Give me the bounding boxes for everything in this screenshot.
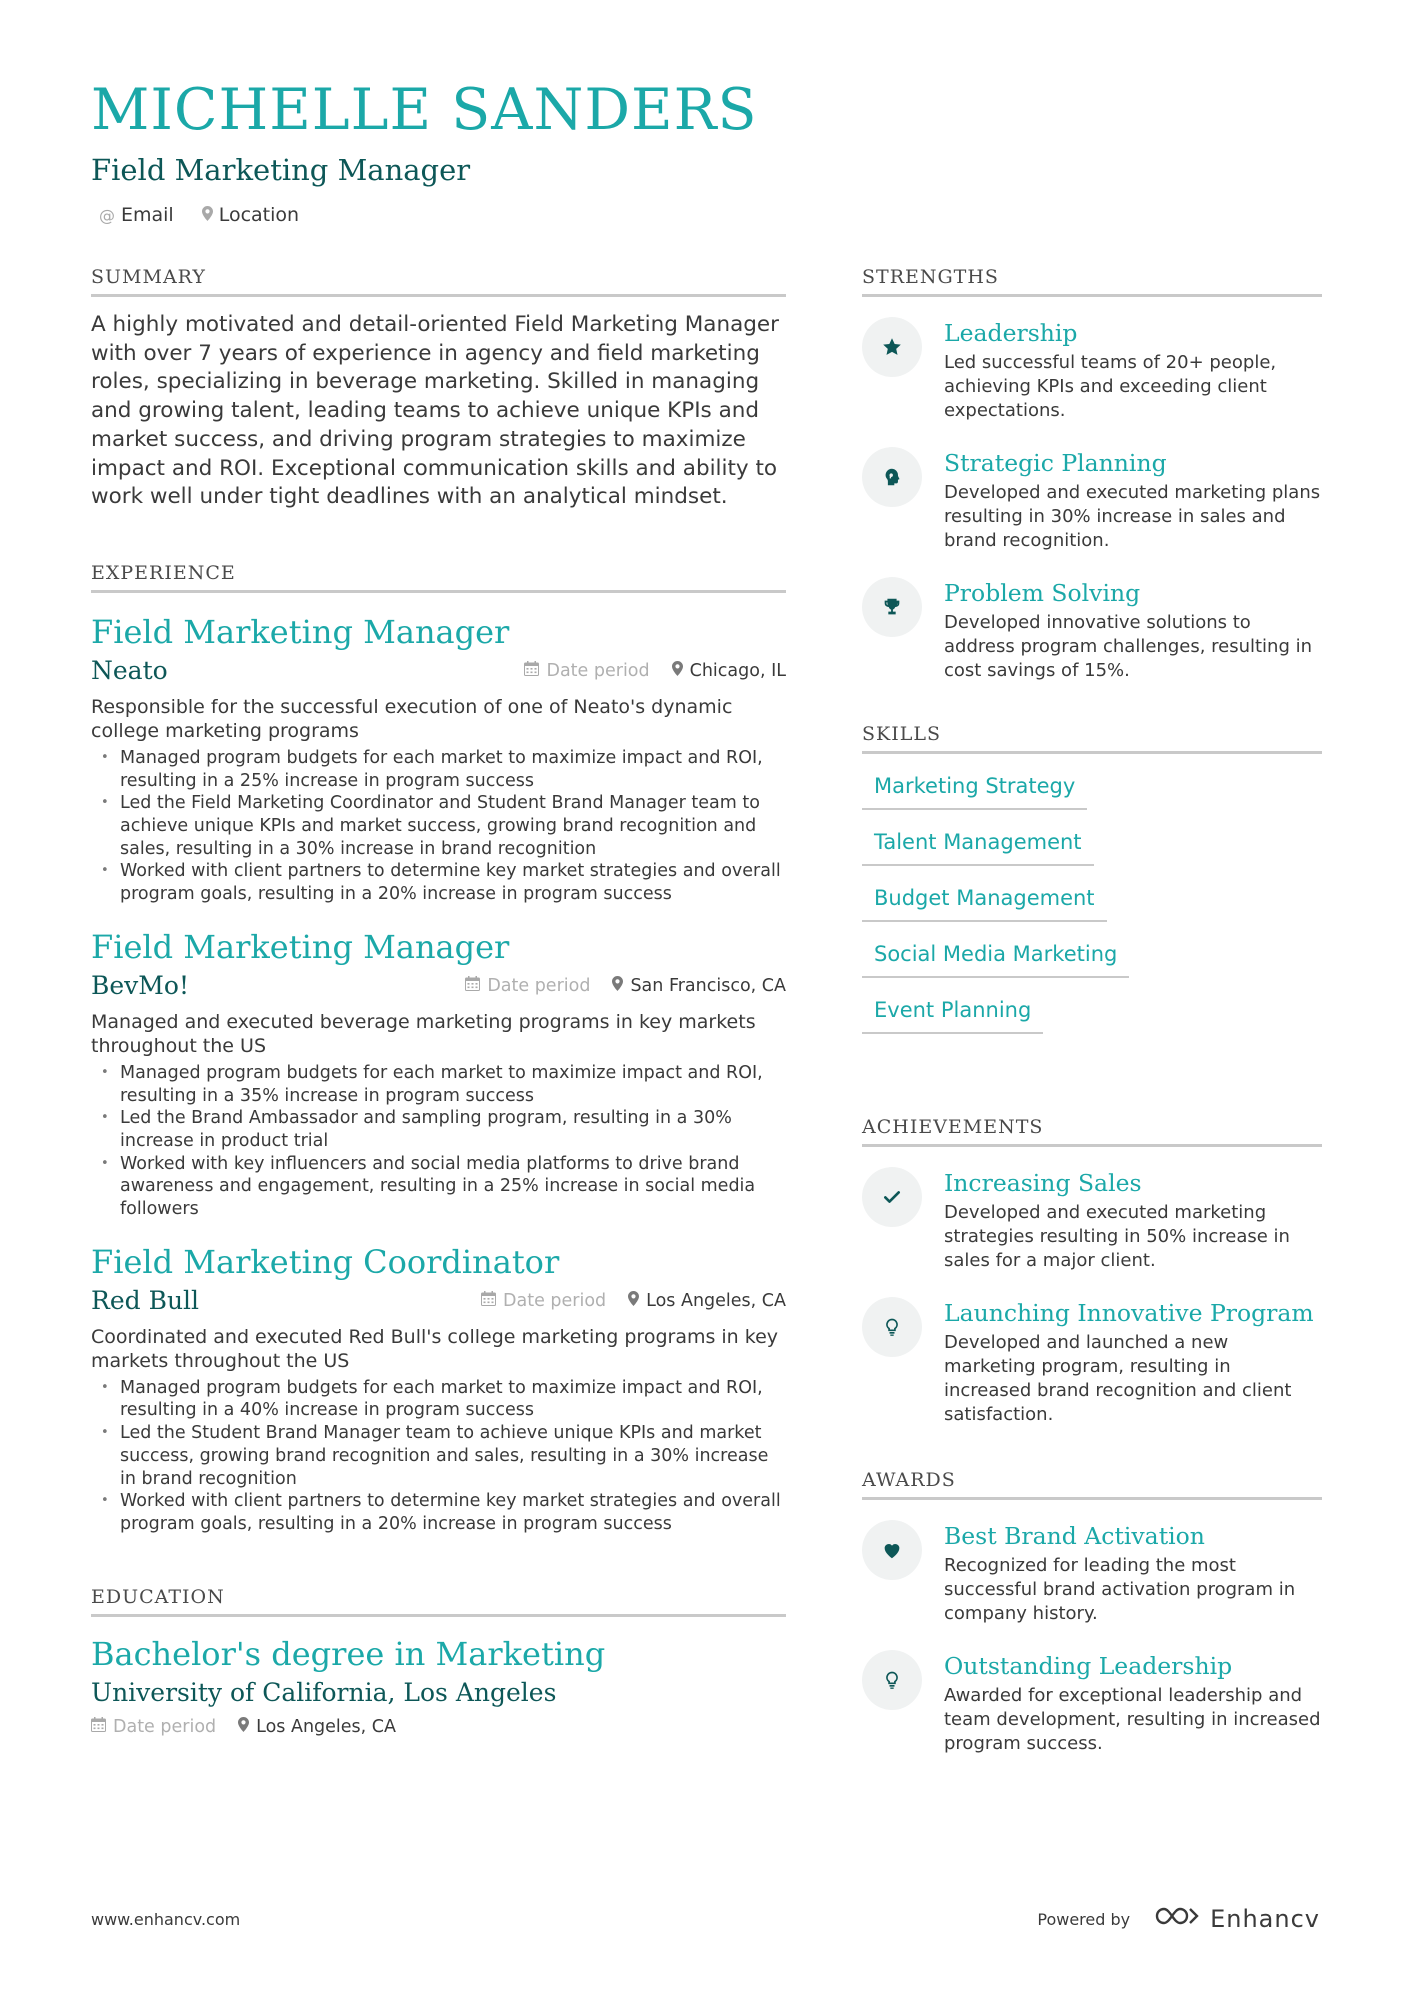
bullet-item: • Led the Student Brand Manager team to achieve unique KPIs and market success, growing brand recognition and sales, resulting in a 30% increase in brand recognition	[101, 1422, 786, 1490]
achievement-item	[862, 1297, 1322, 1427]
job-date	[481, 1291, 606, 1311]
skill-tag: Event Planning	[862, 990, 1043, 1034]
company-name: Red Bull	[91, 1285, 200, 1315]
powered-by-label: Powered by	[1037, 1909, 1131, 1929]
calendar-icon	[524, 661, 539, 680]
enhancv-logo-icon	[1154, 1904, 1200, 1934]
calendar-icon	[91, 1717, 106, 1736]
brain-icon	[862, 447, 922, 507]
job-title: Field Marketing Manager	[91, 927, 510, 966]
job-date-text: Date period	[546, 660, 650, 681]
bullet-item: • Worked with key influencers and social media platforms to drive brand awareness and engagement, resulting in a 25% increase in social media followers	[101, 1153, 786, 1221]
bullet-item: • Managed program budgets for each market to maximize impact and ROI, resulting in a 40% increase in program success	[101, 1377, 786, 1422]
summary-heading: SUMMARY	[91, 266, 786, 297]
candidate-name: MICHELLE SANDERS	[91, 77, 758, 143]
achievement-title: Increasing Sales	[944, 1169, 1142, 1197]
achievement-description: Developed and executed marketing strategies resulting in 50% increase in sales for a major client.	[944, 1202, 1290, 1271]
strength-item	[862, 317, 1322, 423]
candidate-title: Field Marketing Manager	[91, 153, 471, 187]
job-bullets	[91, 747, 786, 906]
trophy-icon	[862, 577, 922, 637]
education-location	[238, 1717, 396, 1737]
job-entry	[91, 926, 786, 1221]
job-description: Managed and executed beverage marketing programs in key markets throughout the US	[91, 1010, 756, 1057]
job-location	[612, 976, 786, 996]
award-item	[862, 1520, 1322, 1626]
company-name: BevMo!	[91, 970, 189, 1000]
summary-text: A highly motivated and detail-oriented Field Marketing Manager with over 7 years of experience in agency and field marketing roles, specializing in beverage marketing. Skilled in managing and growing talent, leading teams to achieve unique KPIs and market success, and driving program strategies to maximize impact and ROI. Exceptional communication skills and ability to work well under tight deadlines with an analytical mindset.	[91, 312, 779, 510]
strength-title: Strategic Planning	[944, 449, 1167, 477]
at-icon: @	[99, 205, 115, 225]
awards-heading: AWARDS	[862, 1469, 1322, 1500]
map-pin-icon	[202, 206, 213, 225]
left-column	[91, 266, 786, 1737]
bullet-item: • Led the Brand Ambassador and sampling program, resulting in a 30% increase in product trial	[101, 1107, 786, 1152]
achievements-section	[862, 1116, 1322, 1427]
right-column	[862, 266, 1322, 1780]
skills-section	[862, 723, 1322, 1046]
bullet-item: • Worked with client partners to determine key market strategies and overall program goals, resulting in a 20% increase in program success	[101, 860, 786, 905]
strength-description: Led successful teams of 20+ people, achieving KPIs and exceeding client expectations.	[944, 352, 1277, 421]
contact-email[interactable]	[99, 204, 174, 226]
awards-section	[862, 1469, 1322, 1756]
strength-item	[862, 577, 1322, 683]
company-name: Neato	[91, 655, 168, 685]
award-title: Outstanding Leadership	[944, 1652, 1233, 1680]
email-text: Email	[121, 204, 174, 226]
bullet-item: • Managed program budgets for each market to maximize impact and ROI, resulting in a 25% increase in program success	[101, 747, 786, 792]
job-description: Responsible for the successful execution of one of Neato's dynamic college marketing programs	[91, 695, 733, 742]
education-location-text: Los Angeles, CA	[256, 1716, 396, 1737]
job-location	[628, 1291, 786, 1311]
job-bullets	[91, 1062, 786, 1221]
education-date	[91, 1717, 216, 1737]
lightbulb-icon	[862, 1650, 922, 1710]
calendar-icon	[465, 976, 480, 995]
checkmark-icon	[862, 1167, 922, 1227]
job-entry	[91, 1241, 786, 1536]
strengths-section	[862, 266, 1322, 683]
strengths-heading: STRENGTHS	[862, 266, 1322, 297]
job-date	[524, 661, 649, 681]
bullet-item: • Managed program budgets for each market to maximize impact and ROI, resulting in a 35% increase in program success	[101, 1062, 786, 1107]
award-title: Best Brand Activation	[944, 1522, 1205, 1550]
job-location-text: Chicago, IL	[689, 660, 786, 681]
map-pin-icon	[612, 976, 623, 995]
lightbulb-icon	[862, 1297, 922, 1357]
bullet-item: • Worked with client partners to determine key market strategies and overall program goals, resulting in a 20% increase in program success	[101, 1490, 786, 1535]
skill-tag: Budget Management	[862, 878, 1107, 922]
job-location-text: San Francisco, CA	[630, 975, 786, 996]
map-pin-icon	[672, 661, 683, 680]
job-date-text: Date period	[503, 1290, 607, 1311]
school-name: University of California, Los Angeles	[91, 1677, 557, 1707]
job-date-text: Date period	[487, 975, 591, 996]
website-link[interactable]: www.enhancv.com	[91, 1909, 241, 1929]
powered-by	[1037, 1904, 1320, 1934]
page-footer	[91, 1904, 1320, 1934]
job-location-text: Los Angeles, CA	[646, 1290, 786, 1311]
skills-heading: SKILLS	[862, 723, 1322, 754]
skill-tag: Social Media Marketing	[862, 934, 1129, 978]
location-text: Location	[218, 204, 300, 226]
achievements-heading: ACHIEVEMENTS	[862, 1116, 1322, 1147]
achievement-title: Launching Innovative Program	[944, 1299, 1314, 1327]
skill-tag: Talent Management	[862, 822, 1094, 866]
degree-title: Bachelor's degree in Marketing	[91, 1634, 606, 1673]
heart-icon	[862, 1520, 922, 1580]
award-description: Recognized for leading the most successful brand activation program in company history.	[944, 1555, 1296, 1624]
contact-row	[91, 204, 1321, 226]
bullet-item: • Led the Field Marketing Coordinator and Student Brand Manager team to achieve unique KPIs and market success, growing brand recognition and sales, resulting in a 30% increase in brand recognition	[101, 792, 786, 860]
resume-header	[91, 70, 1321, 226]
job-bullets	[91, 1377, 786, 1536]
job-title: Field Marketing Manager	[91, 612, 510, 651]
job-description: Coordinated and executed Red Bull's college marketing programs in key markets throughout the US	[91, 1325, 779, 1372]
map-pin-icon	[628, 1291, 639, 1310]
map-pin-icon	[238, 1717, 249, 1736]
strength-description: Developed innovative solutions to address program challenges, resulting in cost savings of 15%.	[944, 612, 1313, 681]
education-section	[91, 1586, 786, 1737]
achievement-description: Developed and launched a new marketing program, resulting in increased brand recognition and client satisfaction.	[944, 1332, 1292, 1425]
achievement-item	[862, 1167, 1322, 1273]
award-description: Awarded for exceptional leadership and team development, resulting in increased program success.	[944, 1685, 1321, 1754]
star-icon	[862, 317, 922, 377]
brand-logo[interactable]	[1154, 1904, 1320, 1934]
education-date-text: Date period	[113, 1716, 217, 1737]
skill-tag: Marketing Strategy	[862, 766, 1087, 810]
job-location	[672, 661, 786, 681]
experience-section	[91, 562, 786, 1536]
strength-description: Developed and executed marketing plans resulting in 30% increase in sales and brand recognition.	[944, 482, 1321, 551]
award-item	[862, 1650, 1322, 1756]
strength-title: Problem Solving	[944, 579, 1141, 607]
job-entry	[91, 611, 786, 906]
education-heading: EDUCATION	[91, 1586, 786, 1617]
calendar-icon	[481, 1291, 496, 1310]
experience-heading: EXPERIENCE	[91, 562, 786, 593]
job-date	[465, 976, 590, 996]
contact-location	[202, 204, 299, 226]
brand-name: Enhancv	[1210, 1905, 1320, 1933]
summary-section	[91, 266, 786, 512]
strength-item	[862, 447, 1322, 553]
job-title: Field Marketing Coordinator	[91, 1242, 560, 1281]
strength-title: Leadership	[944, 319, 1078, 347]
